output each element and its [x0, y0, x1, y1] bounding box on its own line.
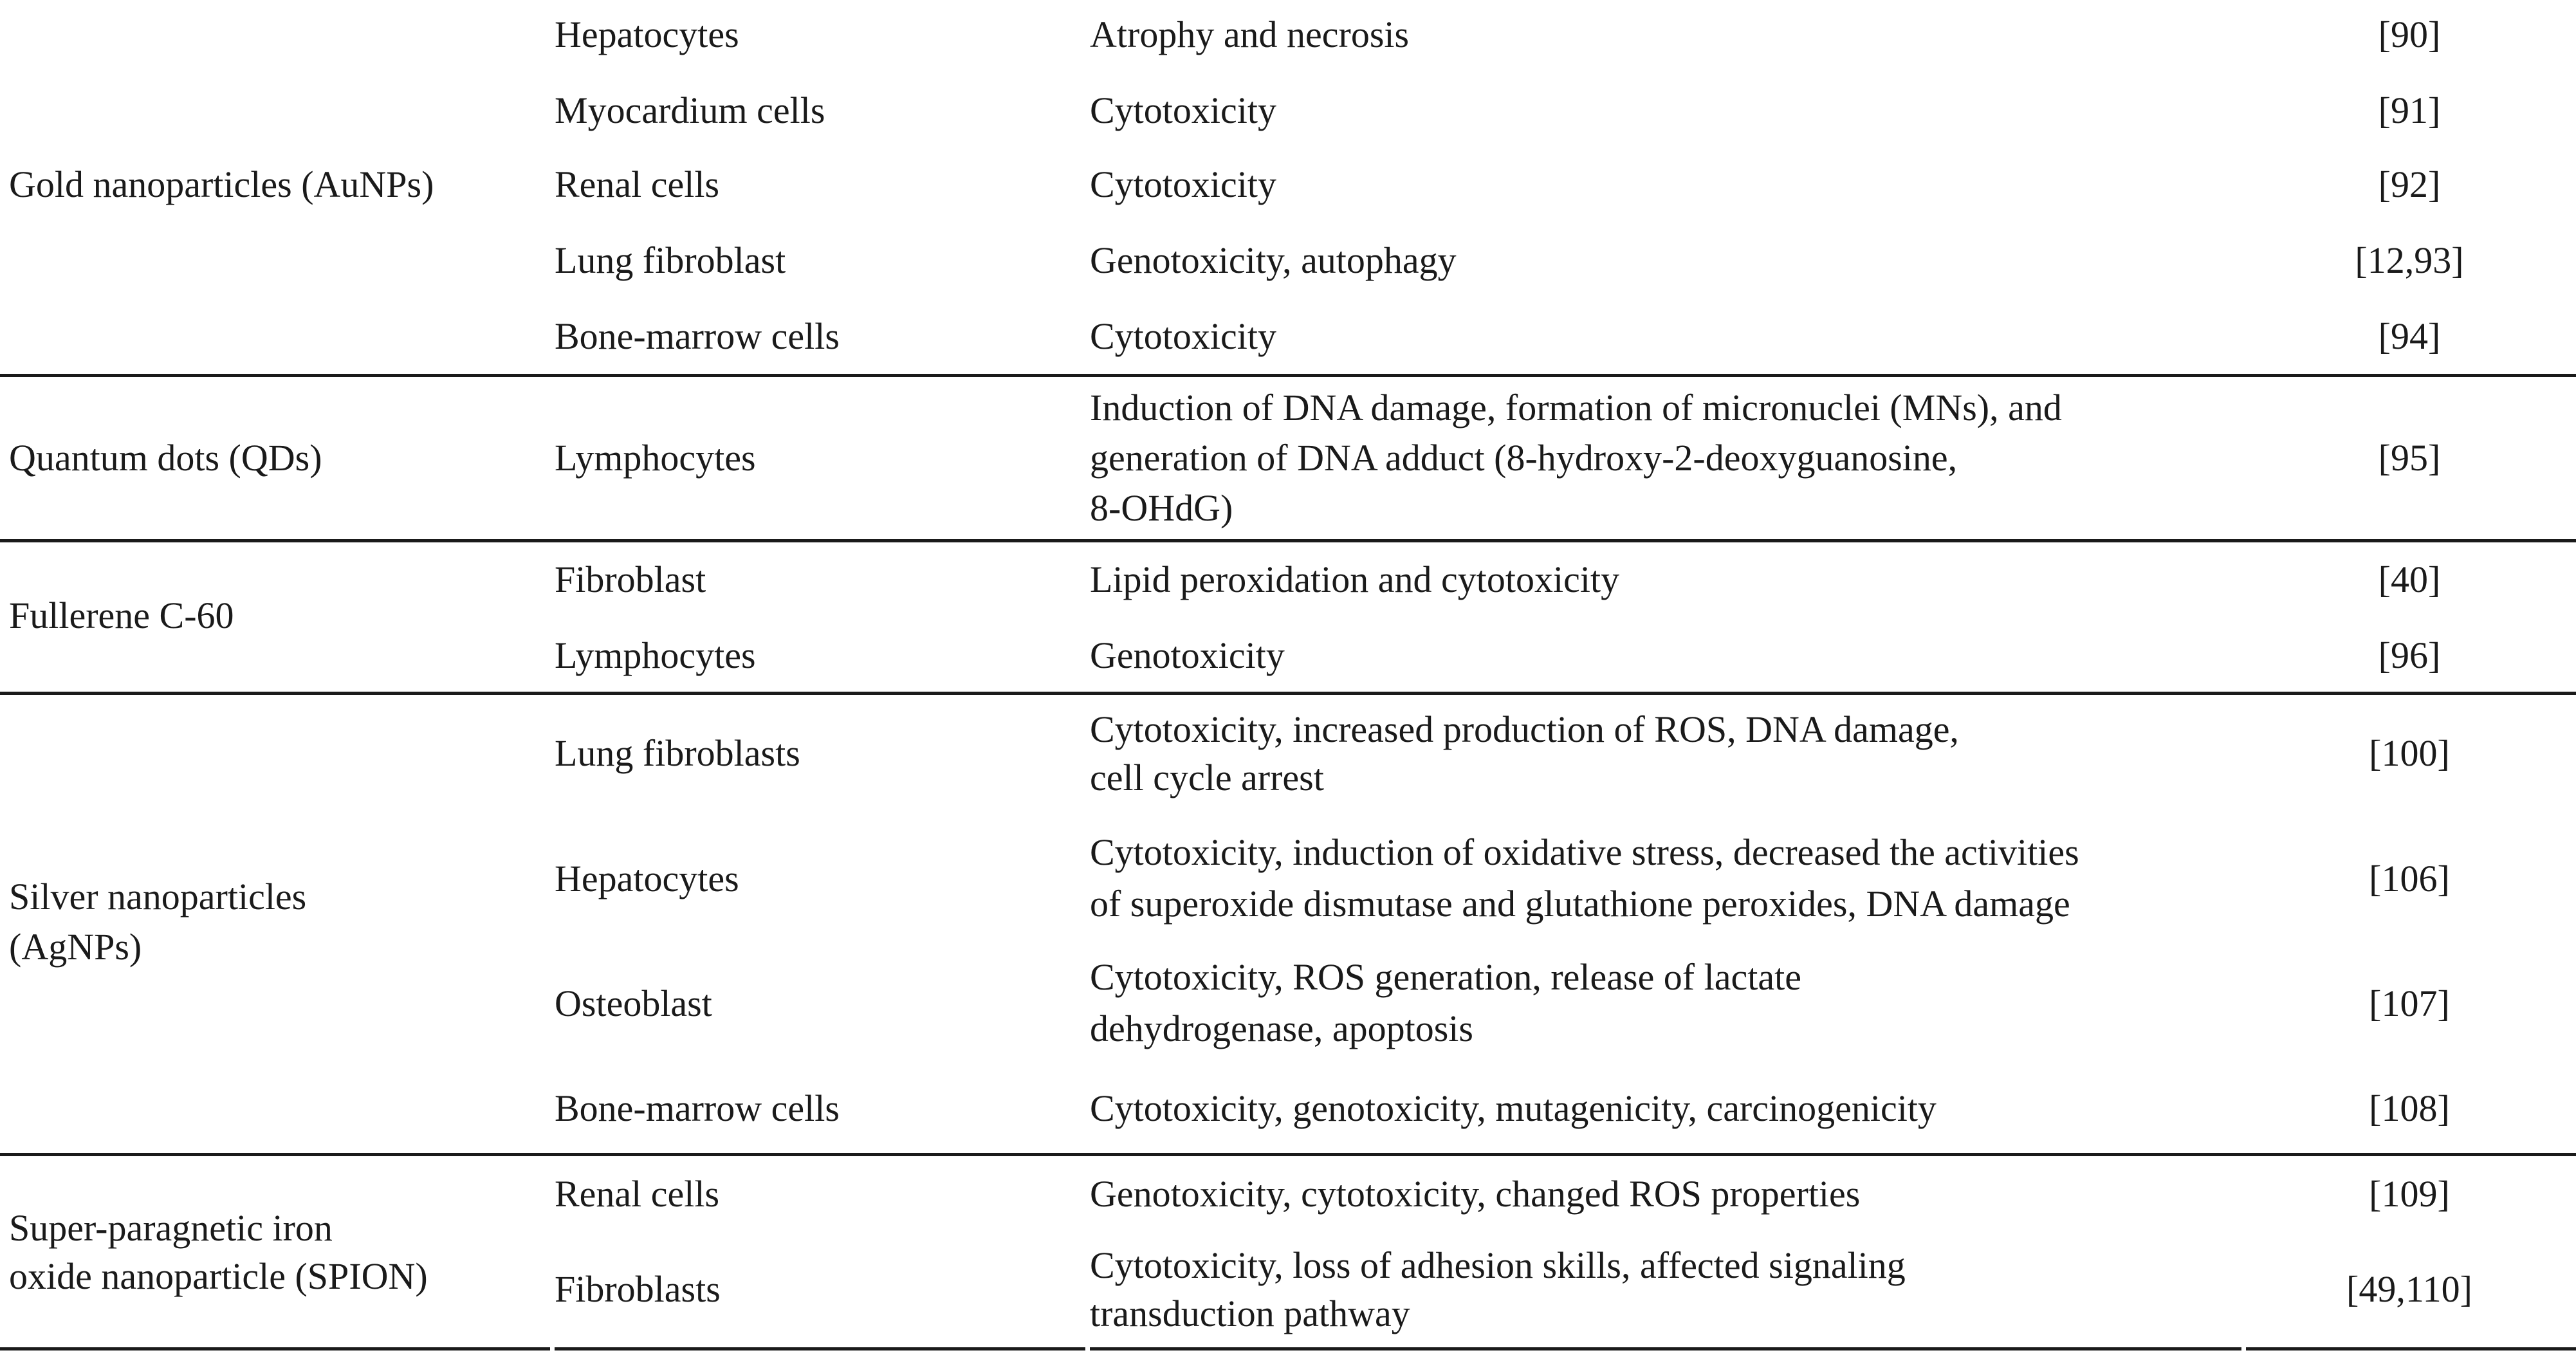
- cell-type: Lymphocytes: [555, 634, 756, 676]
- bottom-rule: [1090, 1347, 2241, 1350]
- cell-type: Lymphocytes: [555, 437, 756, 479]
- reference: [12,93]: [2355, 239, 2464, 281]
- nanoparticle-name: Fullerene C-60: [9, 595, 234, 636]
- effect: Cytotoxicity, increased production of ROS, DNA damage,: [1090, 708, 1959, 750]
- effect: Cytotoxicity, genotoxicity, mutagenicity, carcinogenicity: [1090, 1087, 1937, 1129]
- group-divider: [0, 1153, 2576, 1156]
- reference: [92]: [2378, 163, 2441, 205]
- cell-type: Bone-marrow cells: [555, 1087, 840, 1129]
- effect: Atrophy and necrosis: [1090, 14, 1410, 55]
- reference: [106]: [2369, 858, 2450, 899]
- reference: [109]: [2369, 1173, 2450, 1215]
- effect: Cytotoxicity, ROS generation, release of lactate: [1090, 956, 1801, 998]
- bottom-rule: [555, 1347, 1085, 1350]
- nanoparticle-name: Super-paragnetic iron: [9, 1207, 333, 1249]
- reference: [100]: [2369, 732, 2450, 774]
- reference: [107]: [2369, 982, 2450, 1024]
- effect: Cytotoxicity: [1090, 163, 1276, 205]
- effect: Genotoxicity, autophagy: [1090, 239, 1457, 281]
- group-divider: [0, 539, 2576, 542]
- bottom-rule: [0, 1347, 550, 1350]
- cell-type: Osteoblast: [555, 982, 712, 1024]
- reference: [40]: [2378, 558, 2441, 600]
- reference: [90]: [2378, 14, 2441, 55]
- effect: 8-OHdG): [1090, 487, 1233, 529]
- nanoparticle-name: Quantum dots (QDs): [9, 437, 322, 479]
- bottom-rule: [2246, 1347, 2576, 1350]
- reference: [108]: [2369, 1087, 2450, 1129]
- cell-type: Hepatocytes: [555, 14, 739, 55]
- cell-type: Fibroblast: [555, 558, 706, 600]
- effect: dehydrogenase, apoptosis: [1090, 1008, 1473, 1049]
- cell-type: Lung fibroblasts: [555, 732, 800, 774]
- reference: [94]: [2378, 315, 2441, 357]
- effect: Induction of DNA damage, formation of micronuclei (MNs), and: [1090, 387, 2062, 429]
- effect: Cytotoxicity: [1090, 89, 1276, 131]
- effect: Lipid peroxidation and cytotoxicity: [1090, 558, 1620, 600]
- cell-type: Hepatocytes: [555, 858, 739, 899]
- reference: [91]: [2378, 89, 2441, 131]
- cell-type: Renal cells: [555, 1173, 720, 1215]
- nanoparticle-name: oxide nanoparticle (SPION): [9, 1255, 428, 1297]
- cell-type: Renal cells: [555, 163, 720, 205]
- reference: [95]: [2378, 437, 2441, 479]
- effect: Genotoxicity: [1090, 634, 1285, 676]
- reference: [49,110]: [2346, 1268, 2472, 1310]
- effect: generation of DNA adduct (8-hydroxy-2-deoxyguanosine,: [1090, 437, 1958, 479]
- effect: of superoxide dismutase and glutathione peroxides, DNA damage: [1090, 883, 2070, 925]
- nanoparticle-name: Gold nanoparticles (AuNPs): [9, 163, 434, 205]
- effect: transduction pathway: [1090, 1293, 1410, 1334]
- effect: Cytotoxicity, loss of adhesion skills, affected signaling: [1090, 1244, 1906, 1286]
- nanoparticle-name: Silver nanoparticles: [9, 876, 307, 917]
- effect: Cytotoxicity, induction of oxidative stress, decreased the activities: [1090, 831, 2079, 873]
- effect: Cytotoxicity: [1090, 315, 1276, 357]
- cell-type: Bone-marrow cells: [555, 315, 840, 357]
- effect: Genotoxicity, cytotoxicity, changed ROS properties: [1090, 1173, 1861, 1215]
- cell-type: Myocardium cells: [555, 89, 825, 131]
- effect: cell cycle arrest: [1090, 757, 1324, 798]
- cell-type: Fibroblasts: [555, 1268, 721, 1310]
- reference: [96]: [2378, 634, 2441, 676]
- cell-type: Lung fibroblast: [555, 239, 786, 281]
- nanoparticle-name: (AgNPs): [9, 926, 142, 968]
- group-divider: [0, 692, 2576, 695]
- group-divider: [0, 374, 2576, 377]
